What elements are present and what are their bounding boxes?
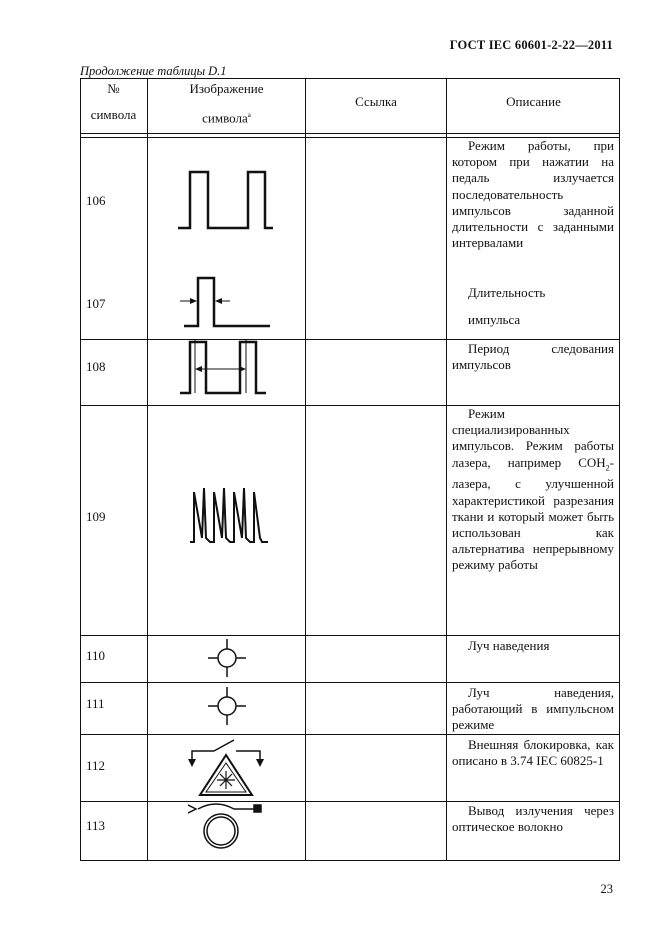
aiming-beam-icon (208, 639, 246, 677)
column-header-reference: Ссылка (355, 94, 397, 109)
table-caption: Продолжение таблицы D.1 (80, 64, 227, 78)
row-108-description: Период следования импульсов (452, 341, 614, 373)
column-header-description: Описание (506, 94, 561, 109)
symbols-table (80, 78, 620, 861)
row-107-number: 107 (86, 296, 106, 311)
document-header: ГОСТ IEC 60601-2-22—2011 (449, 38, 613, 52)
superpulse-icon (188, 486, 270, 544)
row-111-description: Луч наведения, работающий в импульсном режиме (452, 685, 614, 733)
pulse-train-icon (176, 170, 276, 230)
row-107-description: Длительность импульса (468, 285, 546, 327)
row-106-description: Режим работы, при котором при нажатии на педаль излучается последовательность импульсов заданной длительности с заданными интервалами (452, 138, 614, 251)
pulsed-aiming-beam-icon (208, 687, 246, 725)
column-header-number: № символа (90, 81, 137, 123)
external-interlock-icon (186, 737, 266, 799)
row-111-number: 111 (86, 696, 105, 711)
row-113-description: Вывод излучения через оптическое волокно (452, 803, 614, 835)
row-109-number: 109 (86, 509, 106, 524)
pulse-period-icon (178, 339, 268, 397)
row-113-number: 113 (86, 818, 106, 833)
row-110-number: 110 (86, 648, 106, 663)
row-106-number: 106 (86, 193, 106, 208)
column-header-image: Изображение символа$^a$ (189, 81, 264, 126)
row-110-description: Луч наведения (468, 638, 550, 653)
fiber-output-icon (186, 801, 266, 855)
pulse-duration-icon (180, 276, 272, 330)
row-112-description: Внешняя блокировка, как описано в 3.74 IEC 60825-1 (452, 737, 614, 769)
row-112-number: 112 (86, 758, 106, 773)
row-109-description: Режим специализированных импульсов. Режим работы лазера, например $СОН_2$-лазера, с улучшенной характеристикой разрезания ткани и который может быть использован как альтернатива непрерывному режиму работы (452, 406, 614, 573)
page-number: 23 (600, 882, 613, 896)
row-108-number: 108 (86, 359, 106, 374)
